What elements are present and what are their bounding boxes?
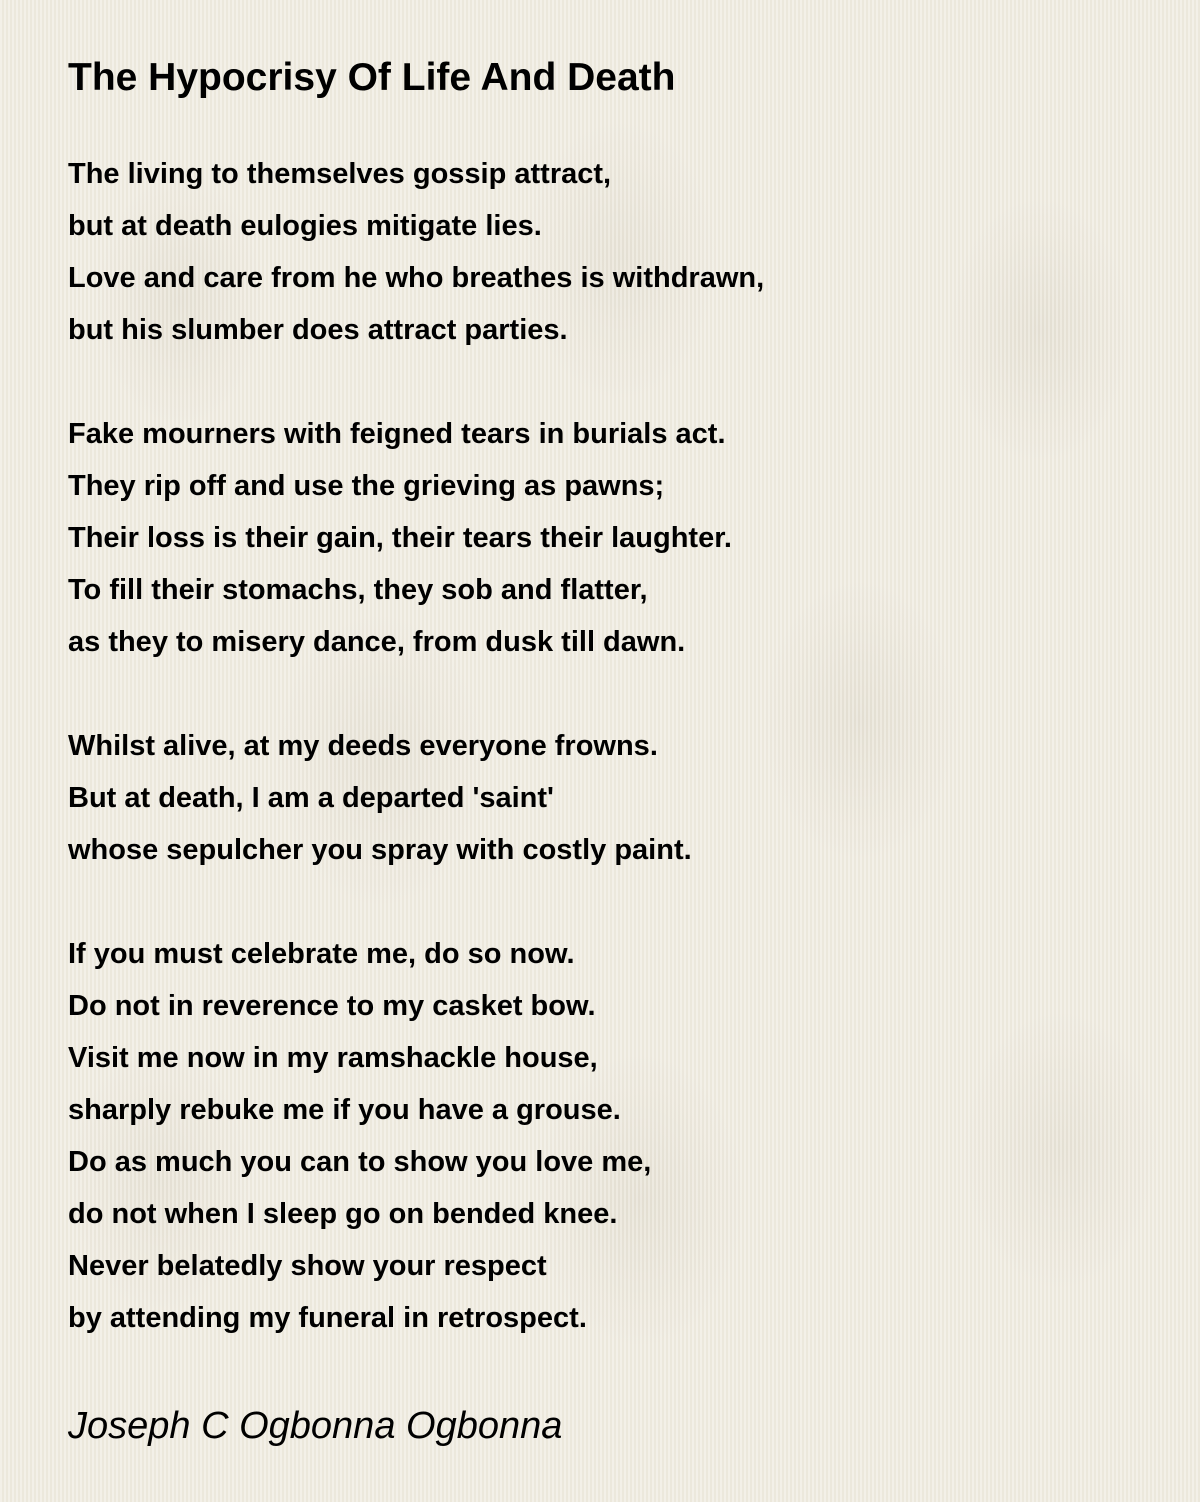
poem-title: The Hypocrisy Of Life And Death [68,56,676,99]
poem-line: Visit me now in my ramshackle house, [68,1042,598,1074]
poem-line: The living to themselves gossip attract, [68,158,612,190]
stanza-3 [68,720,1148,876]
poem-line: but his slumber does attract parties. [68,314,568,346]
poem-line: But at death, I am a departed 'saint' [68,782,554,814]
poem-line: Love and care from he who breathes is withdrawn, [68,262,765,294]
stanza-1 [68,148,1148,356]
stanza-4 [68,928,1148,1344]
stanza-2 [68,408,1148,668]
poem-line: sharply rebuke me if you have a grouse. [68,1094,621,1126]
poem-line: Do as much you can to show you love me, [68,1146,652,1178]
poem-line: Never belatedly show your respect [68,1250,547,1282]
poem-author: Joseph C Ogbonna Ogbonna [68,1405,563,1447]
poem-line: They rip off and use the grieving as pawns; [68,470,665,502]
poem-line: To fill their stomachs, they sob and flatter, [68,574,648,606]
poem-line: Fake mourners with feigned tears in burials act. [68,418,726,450]
poem-line: by attending my funeral in retrospect. [68,1302,587,1334]
poem-body [68,148,1148,1344]
poem-line: If you must celebrate me, do so now. [68,938,575,970]
poem-line: as they to misery dance, from dusk till dawn. [68,626,686,658]
stanza-break [68,876,1148,928]
poem-line: do not when I sleep go on bended knee. [68,1198,618,1230]
poem-line: Their loss is their gain, their tears their laughter. [68,522,732,554]
stanza-break [68,668,1148,720]
poem-line: Whilst alive, at my deeds everyone frowns. [68,730,658,762]
poem-line: but at death eulogies mitigate lies. [68,210,542,242]
poem-line: Do not in reverence to my casket bow. [68,990,596,1022]
stanza-break [68,356,1148,408]
poem-line: whose sepulcher you spray with costly paint. [68,834,692,866]
